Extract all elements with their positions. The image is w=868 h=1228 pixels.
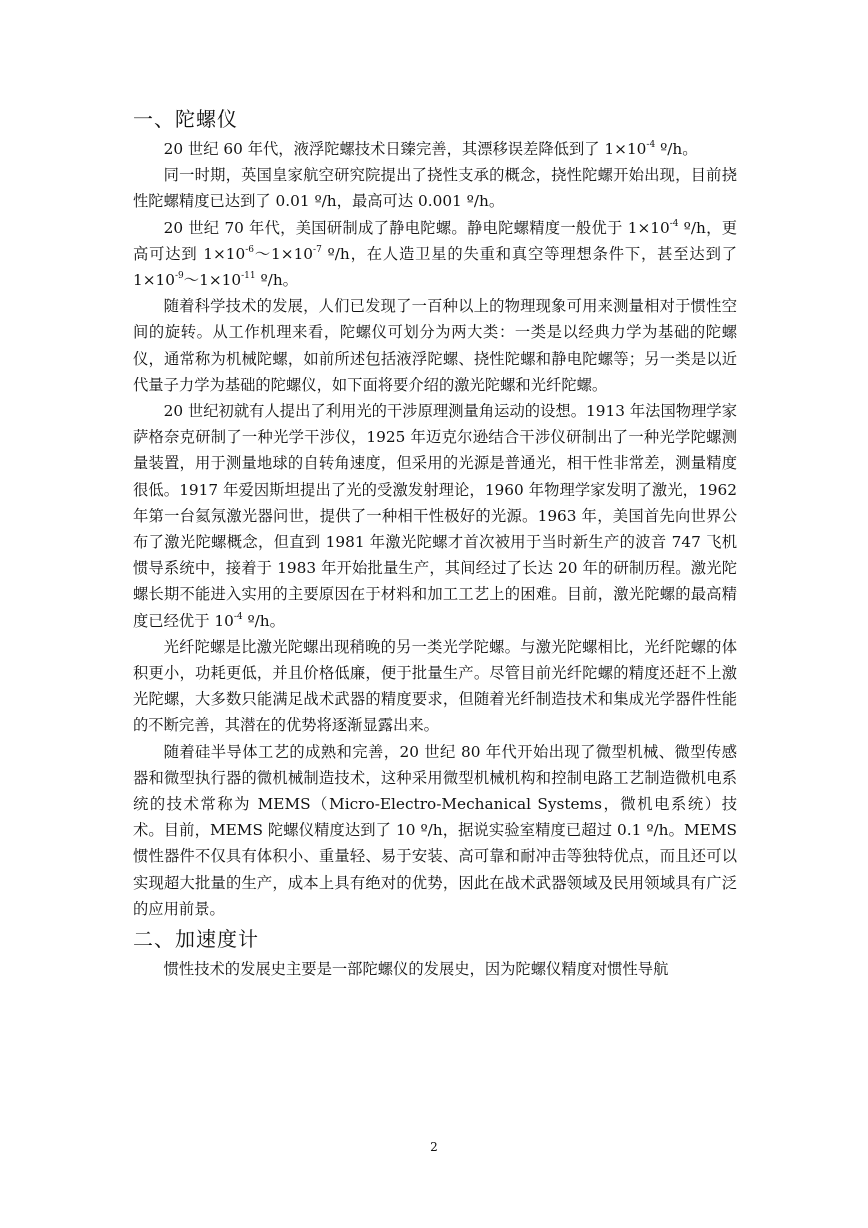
paragraph-electrostatic-gyro: 20 世纪 70 年代，美国研制成了静电陀螺。静电陀螺精度一般优于 $1\times 10^{-4}$ º/h，更高可达到 $1\times 10^{-6}\sim 1\times 10^{-7}$ º/h，在人造卫星的失重和真空等理想条件下，甚至达到了 $1\times 10^{-9}\sim 1\times 10^{-11}$ º/h。 — [133, 218, 737, 290]
section-heading-gyroscope: 一、陀螺仪 — [133, 107, 238, 131]
paragraph-flexible-gyro: 同一时期，英国皇家航空研究院提出了挠性支承的概念，挠性陀螺开始出现，目前挠性陀螺精度已达到了 0.01 º/h，最高可达 0.001 º/h。 — [133, 166, 737, 211]
paragraph-gyro-classification: 随着科学技术的发展，人们已发现了一百种以上的物理现象可用来测量相对于惯性空间的旋转。从工作机理来看，陀螺仪可划分为两大类：一类是以经典力学为基础的陀螺仪，通常称为机械陀螺，如前所述包括液浮陀螺、挠性陀螺和静电陀螺等；另一类是以近代量子力学为基础的陀螺仪，如下面将要介绍的激光陀螺和光纤陀螺。 — [133, 297, 737, 394]
page-content — [133, 102, 737, 982]
page-number: 2 — [430, 1140, 438, 1154]
paragraph-mems-gyro: 随着硅半导体工艺的成熟和完善，20 世纪 80 年代开始出现了微型机械、微型传感器和微型执行器的微机械制造技术，这种采用微型机械机构和控制电路工艺制造微机电系统的技术常称为 MEMS（Micro-Electro-Mechanical Systems，微机电系统）技术。目前，MEMS 陀螺仪精度达到了 10 º/h，据说实验室精度已超过 0.1 º/h。MEMS 惯性器件不仅具有体积小、重量轻、易于安装、高可靠和耐冲击等独特优点，而且还可以实现超大批量的生产，成本上具有绝对的优势，因此在战术武器领域及民用领域具有广泛的应用前景。 — [133, 742, 737, 918]
paragraph-fiber-optic-gyro: 光纤陀螺是比激光陀螺出现稍晚的另一类光学陀螺。与激光陀螺相比，光纤陀螺的体积更小，功耗更低，并且价格低廉，便于批量生产。尽管目前光纤陀螺的精度还赶不上激光陀螺，大多数只能满足战术武器的精度要求，但随着光纤制造技术和集成光学器件性能的不断完善，其潜在的优势将逐渐显露出来。 — [133, 637, 737, 735]
paragraph-inertial-history: 惯性技术的发展史主要是一部陀螺仪的发展史，因为陀螺仪精度对惯性导航 — [163, 960, 669, 979]
paragraph-liquid-float-gyro: 20 世纪 60 年代，液浮陀螺技术日臻完善，其漂移误差降低到了 $1\times 10^{-4}$ º/h。 — [163, 140, 698, 158]
paragraph-laser-gyro: 20 世纪初就有人提出了利用光的干涉原理测量角运动的设想。1913 年法国物理学家萨格奈克研制了一种光学干涉仪，1925 年迈克尔逊结合干涉仪研制出了一种光学陀螺测量装置，用于测量地球的自转角速度，但采用的光源是普通光，相干性非常差，测量精度很低。1917 年爱因斯坦提出了光的受激发射理论，1960 年物理学家发明了激光，1962 年第一台氦氖激光器问世，提供了一种相干性极好的光源。1963 年，美国首先向世界公布了激光陀螺概念，但直到 1981 年激光陀螺才首次被用于当时新生产的波音 747 飞机惯导系统中，接着于 1983 年开始批量生产，其间经过了长达 20 年的研制历程。激光陀螺长期不能进入实用的主要原因在于材料和加工工艺上的困难。目前，激光陀螺的最高精度已经优于 $10^{-4}$ º/h。 — [133, 402, 737, 630]
section-heading-accelerometer: 二、加速度计 — [133, 927, 259, 952]
